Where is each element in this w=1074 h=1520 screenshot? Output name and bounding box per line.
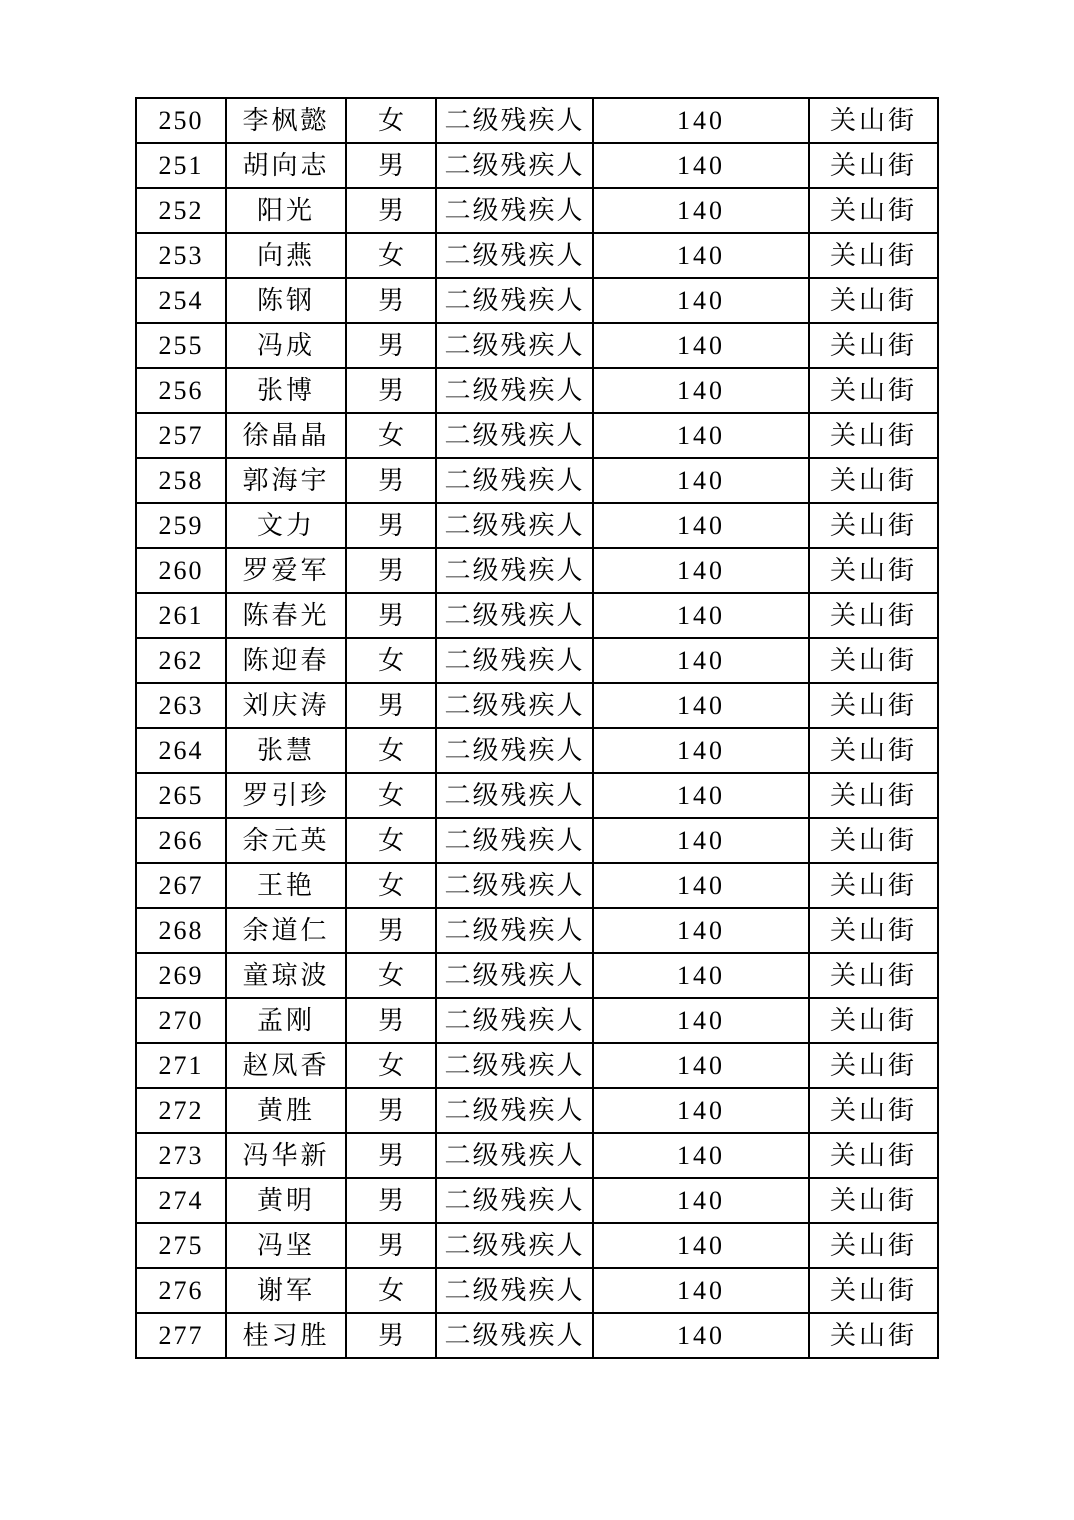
table-row <box>136 773 938 818</box>
disability-level-cell: 二级残疾人 <box>436 728 593 773</box>
amount-cell: 140 <box>593 188 809 233</box>
street-cell: 关山街 <box>809 1088 938 1133</box>
amount-cell: 140 <box>593 773 809 818</box>
disability-level-cell: 二级残疾人 <box>436 413 593 458</box>
row-number-cell: 257 <box>136 413 226 458</box>
table-row <box>136 1133 938 1178</box>
table-row <box>136 548 938 593</box>
street-cell: 关山街 <box>809 1268 938 1313</box>
gender-cell: 女 <box>346 638 436 683</box>
row-number-cell: 276 <box>136 1268 226 1313</box>
disability-level-cell: 二级残疾人 <box>436 278 593 323</box>
disability-level-cell: 二级残疾人 <box>436 368 593 413</box>
street-cell: 关山街 <box>809 953 938 998</box>
disability-level-cell: 二级残疾人 <box>436 188 593 233</box>
row-number-cell: 269 <box>136 953 226 998</box>
table-row <box>136 728 938 773</box>
gender-cell: 女 <box>346 1268 436 1313</box>
row-number-cell: 258 <box>136 458 226 503</box>
amount-cell: 140 <box>593 1178 809 1223</box>
gender-cell: 男 <box>346 1178 436 1223</box>
row-number-cell: 267 <box>136 863 226 908</box>
name-cell: 阳光 <box>226 188 346 233</box>
name-cell: 向燕 <box>226 233 346 278</box>
row-number-cell: 261 <box>136 593 226 638</box>
row-number-cell: 255 <box>136 323 226 368</box>
street-cell: 关山街 <box>809 143 938 188</box>
row-number-cell: 254 <box>136 278 226 323</box>
street-cell: 关山街 <box>809 368 938 413</box>
name-cell: 陈钢 <box>226 278 346 323</box>
name-cell: 赵凤香 <box>226 1043 346 1088</box>
amount-cell: 140 <box>593 863 809 908</box>
name-cell: 陈春光 <box>226 593 346 638</box>
recipient-table-body <box>136 98 938 1358</box>
name-cell: 孟刚 <box>226 998 346 1043</box>
amount-cell: 140 <box>593 1313 809 1358</box>
street-cell: 关山街 <box>809 1043 938 1088</box>
recipient-table <box>135 97 939 1359</box>
disability-level-cell: 二级残疾人 <box>436 98 593 143</box>
gender-cell: 女 <box>346 953 436 998</box>
gender-cell: 男 <box>346 368 436 413</box>
street-cell: 关山街 <box>809 1223 938 1268</box>
name-cell: 冯成 <box>226 323 346 368</box>
disability-level-cell: 二级残疾人 <box>436 953 593 998</box>
street-cell: 关山街 <box>809 818 938 863</box>
amount-cell: 140 <box>593 998 809 1043</box>
amount-cell: 140 <box>593 1223 809 1268</box>
amount-cell: 140 <box>593 1133 809 1178</box>
table-row <box>136 323 938 368</box>
name-cell: 张博 <box>226 368 346 413</box>
row-number-cell: 263 <box>136 683 226 728</box>
table-row <box>136 143 938 188</box>
amount-cell: 140 <box>593 323 809 368</box>
table-row <box>136 863 938 908</box>
name-cell: 胡向志 <box>226 143 346 188</box>
row-number-cell: 270 <box>136 998 226 1043</box>
table-row <box>136 98 938 143</box>
row-number-cell: 251 <box>136 143 226 188</box>
amount-cell: 140 <box>593 1268 809 1313</box>
name-cell: 陈迎春 <box>226 638 346 683</box>
gender-cell: 男 <box>346 323 436 368</box>
gender-cell: 男 <box>346 998 436 1043</box>
name-cell: 冯坚 <box>226 1223 346 1268</box>
amount-cell: 140 <box>593 413 809 458</box>
street-cell: 关山街 <box>809 278 938 323</box>
table-row <box>136 593 938 638</box>
gender-cell: 女 <box>346 1043 436 1088</box>
amount-cell: 140 <box>593 908 809 953</box>
row-number-cell: 259 <box>136 503 226 548</box>
name-cell: 童琼波 <box>226 953 346 998</box>
street-cell: 关山街 <box>809 908 938 953</box>
name-cell: 桂习胜 <box>226 1313 346 1358</box>
row-number-cell: 277 <box>136 1313 226 1358</box>
disability-level-cell: 二级残疾人 <box>436 1043 593 1088</box>
amount-cell: 140 <box>593 233 809 278</box>
gender-cell: 女 <box>346 413 436 458</box>
row-number-cell: 266 <box>136 818 226 863</box>
gender-cell: 男 <box>346 683 436 728</box>
gender-cell: 男 <box>346 1313 436 1358</box>
gender-cell: 男 <box>346 503 436 548</box>
amount-cell: 140 <box>593 143 809 188</box>
row-number-cell: 264 <box>136 728 226 773</box>
table-row <box>136 458 938 503</box>
disability-level-cell: 二级残疾人 <box>436 458 593 503</box>
disability-level-cell: 二级残疾人 <box>436 548 593 593</box>
amount-cell: 140 <box>593 368 809 413</box>
amount-cell: 140 <box>593 548 809 593</box>
disability-level-cell: 二级残疾人 <box>436 1268 593 1313</box>
disability-level-cell: 二级残疾人 <box>436 1223 593 1268</box>
name-cell: 黄明 <box>226 1178 346 1223</box>
row-number-cell: 273 <box>136 1133 226 1178</box>
name-cell: 王艳 <box>226 863 346 908</box>
gender-cell: 男 <box>346 188 436 233</box>
table-row <box>136 1268 938 1313</box>
gender-cell: 男 <box>346 1133 436 1178</box>
disability-level-cell: 二级残疾人 <box>436 503 593 548</box>
table-row <box>136 638 938 683</box>
disability-level-cell: 二级残疾人 <box>436 773 593 818</box>
street-cell: 关山街 <box>809 998 938 1043</box>
amount-cell: 140 <box>593 503 809 548</box>
disability-level-cell: 二级残疾人 <box>436 818 593 863</box>
table-row <box>136 953 938 998</box>
name-cell: 李枫懿 <box>226 98 346 143</box>
gender-cell: 男 <box>346 143 436 188</box>
table-row <box>136 278 938 323</box>
gender-cell: 男 <box>346 1223 436 1268</box>
gender-cell: 女 <box>346 98 436 143</box>
row-number-cell: 271 <box>136 1043 226 1088</box>
disability-level-cell: 二级残疾人 <box>436 908 593 953</box>
gender-cell: 男 <box>346 908 436 953</box>
table-row <box>136 188 938 233</box>
row-number-cell: 272 <box>136 1088 226 1133</box>
table-row <box>136 1223 938 1268</box>
name-cell: 黄胜 <box>226 1088 346 1133</box>
amount-cell: 140 <box>593 1043 809 1088</box>
row-number-cell: 253 <box>136 233 226 278</box>
name-cell: 徐晶晶 <box>226 413 346 458</box>
name-cell: 张慧 <box>226 728 346 773</box>
row-number-cell: 250 <box>136 98 226 143</box>
row-number-cell: 262 <box>136 638 226 683</box>
table-row <box>136 683 938 728</box>
row-number-cell: 252 <box>136 188 226 233</box>
name-cell: 冯华新 <box>226 1133 346 1178</box>
street-cell: 关山街 <box>809 188 938 233</box>
row-number-cell: 260 <box>136 548 226 593</box>
gender-cell: 男 <box>346 278 436 323</box>
disability-level-cell: 二级残疾人 <box>436 323 593 368</box>
amount-cell: 140 <box>593 683 809 728</box>
disability-level-cell: 二级残疾人 <box>436 683 593 728</box>
street-cell: 关山街 <box>809 1178 938 1223</box>
disability-level-cell: 二级残疾人 <box>436 1178 593 1223</box>
row-number-cell: 274 <box>136 1178 226 1223</box>
disability-level-cell: 二级残疾人 <box>436 593 593 638</box>
gender-cell: 女 <box>346 818 436 863</box>
street-cell: 关山街 <box>809 1133 938 1178</box>
street-cell: 关山街 <box>809 638 938 683</box>
street-cell: 关山街 <box>809 233 938 278</box>
gender-cell: 女 <box>346 233 436 278</box>
amount-cell: 140 <box>593 593 809 638</box>
amount-cell: 140 <box>593 818 809 863</box>
gender-cell: 女 <box>346 728 436 773</box>
table-row <box>136 1178 938 1223</box>
street-cell: 关山街 <box>809 728 938 773</box>
street-cell: 关山街 <box>809 548 938 593</box>
table-row <box>136 1088 938 1133</box>
amount-cell: 140 <box>593 953 809 998</box>
street-cell: 关山街 <box>809 773 938 818</box>
amount-cell: 140 <box>593 728 809 773</box>
table-row <box>136 503 938 548</box>
street-cell: 关山街 <box>809 98 938 143</box>
amount-cell: 140 <box>593 638 809 683</box>
street-cell: 关山街 <box>809 503 938 548</box>
street-cell: 关山街 <box>809 593 938 638</box>
table-row <box>136 1043 938 1088</box>
gender-cell: 男 <box>346 1088 436 1133</box>
disability-level-cell: 二级残疾人 <box>436 233 593 278</box>
amount-cell: 140 <box>593 278 809 323</box>
row-number-cell: 265 <box>136 773 226 818</box>
disability-level-cell: 二级残疾人 <box>436 998 593 1043</box>
gender-cell: 男 <box>346 458 436 503</box>
gender-cell: 女 <box>346 773 436 818</box>
disability-level-cell: 二级残疾人 <box>436 1313 593 1358</box>
name-cell: 谢军 <box>226 1268 346 1313</box>
street-cell: 关山街 <box>809 1313 938 1358</box>
disability-level-cell: 二级残疾人 <box>436 863 593 908</box>
amount-cell: 140 <box>593 458 809 503</box>
name-cell: 罗爱军 <box>226 548 346 593</box>
name-cell: 郭海宇 <box>226 458 346 503</box>
table-row <box>136 908 938 953</box>
street-cell: 关山街 <box>809 863 938 908</box>
name-cell: 罗引珍 <box>226 773 346 818</box>
row-number-cell: 256 <box>136 368 226 413</box>
table-row <box>136 233 938 278</box>
gender-cell: 女 <box>346 863 436 908</box>
table-row <box>136 998 938 1043</box>
street-cell: 关山街 <box>809 413 938 458</box>
amount-cell: 140 <box>593 98 809 143</box>
gender-cell: 男 <box>346 593 436 638</box>
table-row <box>136 818 938 863</box>
gender-cell: 男 <box>346 548 436 593</box>
name-cell: 刘庆涛 <box>226 683 346 728</box>
disability-level-cell: 二级残疾人 <box>436 638 593 683</box>
disability-level-cell: 二级残疾人 <box>436 1133 593 1178</box>
name-cell: 余元英 <box>226 818 346 863</box>
street-cell: 关山街 <box>809 458 938 503</box>
name-cell: 余道仁 <box>226 908 346 953</box>
table-row <box>136 413 938 458</box>
disability-level-cell: 二级残疾人 <box>436 1088 593 1133</box>
row-number-cell: 268 <box>136 908 226 953</box>
name-cell: 文力 <box>226 503 346 548</box>
street-cell: 关山街 <box>809 683 938 728</box>
table-row <box>136 368 938 413</box>
disability-level-cell: 二级残疾人 <box>436 143 593 188</box>
amount-cell: 140 <box>593 1088 809 1133</box>
street-cell: 关山街 <box>809 323 938 368</box>
row-number-cell: 275 <box>136 1223 226 1268</box>
table-row <box>136 1313 938 1358</box>
